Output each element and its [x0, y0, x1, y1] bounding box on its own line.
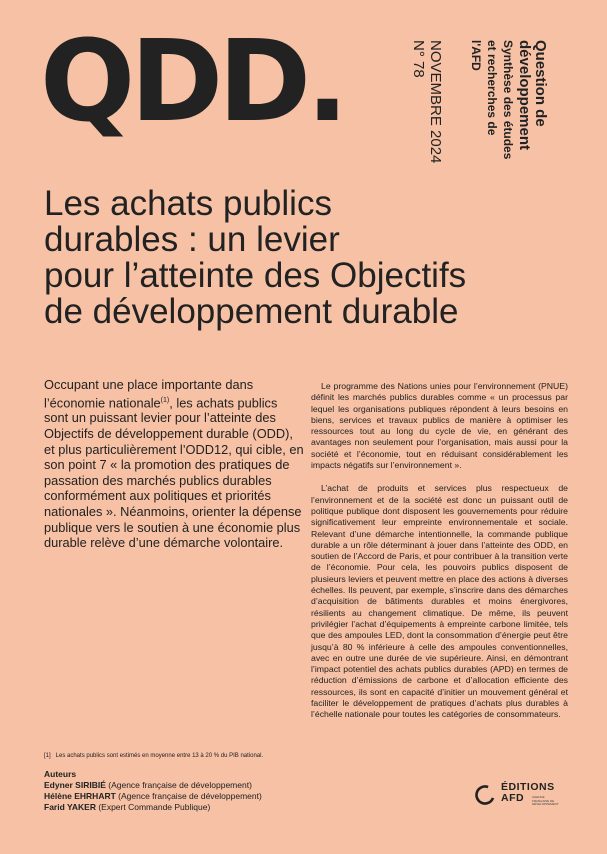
title-line-4: de développement durable: [44, 292, 459, 331]
publisher-ring-icon: [474, 784, 496, 806]
series-subtitle-line-2: et recherches de: [485, 40, 499, 136]
author-affiliation: (Agence française de développement): [115, 791, 262, 801]
authors-heading: Auteurs: [44, 769, 77, 779]
author-item: [44, 791, 262, 802]
author-item: [44, 802, 262, 813]
footnote: [44, 753, 263, 759]
issue-date: NOVEMBRE 2024: [427, 40, 444, 164]
intro-text-part-2: , les achats publics sont un puissant levier pour l’atteinte des Objectifs de développement durable (ODD), et plus particulièrement l’ODD12, qui cible, en son point 7 « la promotion des pratiques de passation des marchés publics durables conformément aux politiques et priorités nationales ». Néanmoins, orienter la dépense publique vers le soutien à une économie plus durable relève d’une démarche volontaire.: [44, 394, 304, 551]
footnote-reference: (1): [160, 396, 170, 404]
document-title: [44, 186, 584, 330]
issue-info: [410, 40, 444, 163]
title-line-3: pour l’atteinte des Objectifs: [44, 256, 467, 295]
publisher-logo: [474, 782, 564, 812]
title-line-1: Les achats publics: [44, 184, 332, 223]
author-name: Hélène EHRHART: [44, 791, 116, 801]
footnote-number: [1]: [44, 753, 51, 759]
body-column: [311, 381, 568, 733]
footnote-text: Les achats publics sont estimés en moyenne entre 13 à 20 % du PIB national.: [55, 753, 264, 759]
intro-text-part-1: Occupant une place importante dans l’économie nationale: [44, 377, 254, 410]
series-title-line-2: développement: [516, 40, 533, 151]
author-affiliation: (Agence française de développement): [105, 780, 252, 790]
author-item: [44, 780, 262, 791]
body-paragraph-2: L’achat de produits et services plus respectueux de l’environnement et de la société est donc un puissant outil de politique publique dont disposent les gouvernements pour réduire significativement leur empreinte environnementale et sociale. Relevant d’une démarche intentionnelle, la commande publique durable a un rôle déterminant à jouer dans l’atteinte des ODD, en soutien de l’Accord de Paris, et pour contribuer à la transition verte de l’économie. Pour cela, les pouvoirs publics disposent de plusieurs leviers et peuvent mettre en place des actions à diverses échelles. Ils peuvent, par exemple, s’inscrire dans des démarches d’acquisition de bâtiments durables et moins énergivores, résilients au changement climatique. De même, ils peuvent privilégier l’achat d’équipements à empreinte carbone limitée, tels que des ampoules LED, dont la consommation d’énergie peut être jusqu’à 80 % inférieure à celle des ampoules conventionnelles, avec en outre une durée de vie supérieure. Ainsi, en démontrant l’impact potentiel des achats publics durables (APD) en termes de réduction d’émissions de carbone et d’allocation efficiente des ressources, ils sont en capacité d’initier un mouvement général et faciliter le développement de pratiques d’achats plus durables à l’échelle nationale pour toutes les catégories de consommateurs.: [311, 483, 568, 720]
title-line-2: durables : un levier: [44, 220, 340, 259]
author-name: Farid YAKER: [44, 802, 96, 812]
qdd-logo: QDD.: [40, 17, 344, 147]
author-name: Edyner SIRIBIÉ: [44, 780, 106, 790]
publisher-tagline: AGENCE FRANÇAISE DE DÉVELOPPEMENT: [532, 795, 559, 806]
publisher-line-1: ÉDITIONS: [501, 781, 555, 793]
series-subtitle-line-3: l'AFD: [469, 40, 483, 71]
series-subtitle-line-1: Synthèse des études: [501, 40, 515, 160]
publisher-line-2: AFD: [501, 792, 525, 804]
authors-block: [44, 769, 262, 813]
author-affiliation: (Expert Commande Publique): [95, 802, 211, 812]
body-paragraph-1: Le programme des Nations unies pour l’environnement (PNUE) définit les marchés publics durables comme « un processus par lequel les organisations publiques répondent à leurs besoins en biens, services et travaux publics de manière à optimiser les ressources tout au long du cycle de vie, en générant des avantages non seulement pour l’organisation, mais aussi pour la société et l’économie, tout en réduisant considérablement les impacts négatifs sur l’environnement ».: [311, 381, 568, 471]
intro-paragraph: [44, 377, 304, 551]
series-info: [468, 40, 548, 159]
series-title-line-1: Question de: [532, 40, 549, 127]
issue-number: N° 78: [410, 40, 427, 78]
